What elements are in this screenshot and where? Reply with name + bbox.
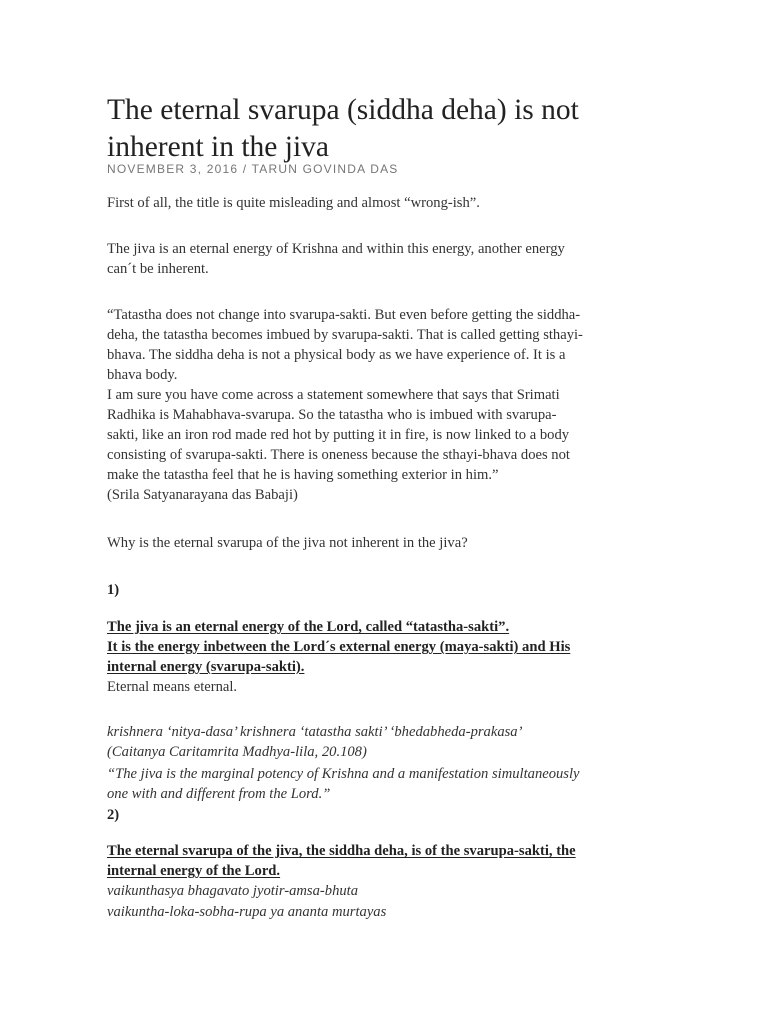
quote-line: consisting of svarupa-sakti. There is oneness because the sthayi-bhava does not (107, 447, 570, 463)
verse1-line: krishnera ‘nitya-dasa’ krishnera ‘tatastha sakti’ ‘bhedabheda-prakasa’ (107, 724, 523, 740)
post-meta (107, 162, 399, 176)
paragraph-intro: First of all, the title is quite misleading and almost “wrong-ish”. (107, 195, 480, 211)
quote-line: deha, the tatastha becomes imbued by svarupa-sakti. That is called getting sthayi- (107, 327, 583, 343)
quote-line: sakti, like an iron rod made red hot by putting it in fire, is now linked to a body (107, 427, 570, 443)
section-number-1: 1) (107, 582, 120, 598)
post-title (107, 92, 687, 166)
verse2-line: vaikuntha-loka-sobha-rupa ya ananta murtayas (107, 904, 387, 920)
post-title-line-1: The eternal svarupa (siddha deha) is not (107, 94, 579, 126)
point1-heading-line: It is the energy inbetween the Lord´s external energy (maya-sakti) and His (107, 639, 571, 655)
quote-line: Radhika is Mahabhava-svarupa. So the tatastha who is imbued with svarupa- (107, 407, 557, 423)
point2-heading-line: internal energy of the Lord. (107, 863, 281, 879)
verse2-line: vaikunthasya bhagavato jyotir-amsa-bhuta (107, 883, 359, 899)
verse1-translation-line: “The jiva is the marginal potency of Krishna and a manifestation simultaneously (107, 766, 580, 782)
quote-line: bhava. The siddha deha is not a physical body as we have experience of. It is a (107, 347, 566, 363)
meta-separator: / (238, 162, 252, 176)
quote-line: “Tatastha does not change into svarupa-sakti. But even before getting the siddha- (107, 307, 581, 323)
verse1-reference: (Caitanya Caritamrita Madhya-lila, 20.108) (107, 744, 367, 760)
point1-heading-line: internal energy (svarupa-sakti). (107, 659, 305, 675)
point1-heading-line: The jiva is an eternal energy of the Lord, called “tatastha-sakti”. (107, 619, 510, 635)
question-paragraph: Why is the eternal svarupa of the jiva not inherent in the jiva? (107, 535, 468, 551)
quote-line: I am sure you have come across a statement somewhere that says that Srimati (107, 387, 560, 403)
eternal-note: Eternal means eternal. (107, 679, 238, 695)
point2-heading-line: The eternal svarupa of the jiva, the siddha deha, is of the svarupa-sakti, the (107, 843, 576, 859)
post-title-line-2: inherent in the jiva (107, 131, 329, 163)
verse1-translation-line: one with and different from the Lord.” (107, 786, 331, 802)
post-author-link[interactable]: TARUN GOVINDA DAS (251, 162, 399, 176)
paragraph-jiva-line: can´t be inherent. (107, 261, 209, 277)
paragraph-jiva-line: The jiva is an eternal energy of Krishna and within this energy, another energy (107, 241, 565, 257)
post-date-link[interactable]: NOVEMBER 3, 2016 (107, 162, 239, 176)
section-number-2: 2) (107, 807, 120, 823)
quote-attribution: (Srila Satyanarayana das Babaji) (107, 487, 298, 503)
quote-line: make the tatastha feel that he is having something exterior in him.” (107, 467, 499, 483)
quote-line: bhava body. (107, 367, 178, 383)
